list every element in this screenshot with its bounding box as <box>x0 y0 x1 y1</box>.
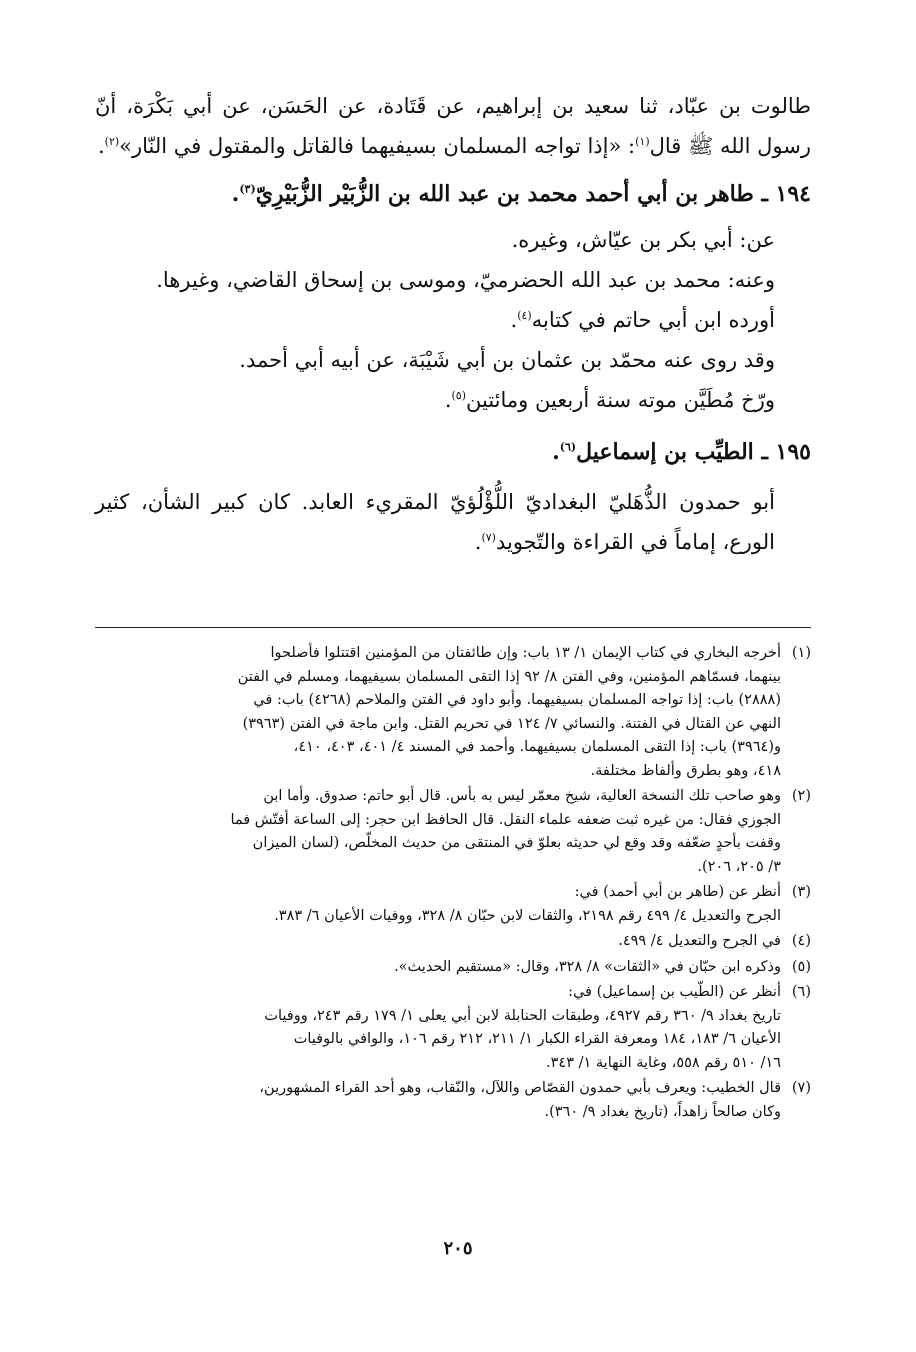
entry-194-death-end: . <box>444 388 452 412</box>
footnote-line: و(٣٩٦٤) باب: إذا التقى المسلمان بسيفيهما. وأحمد في المسند ٤/ ٤٠١، ٤٠٣، ٤١٠، <box>293 739 781 755</box>
footnote-line: الأعيان ٦/ ١٨٣، ١٨٤ ومعرفة القراء الكبار ١/ ٢١١، ٢١٢ رقم ١٠٦، والوافي بالوفيات <box>293 1031 781 1047</box>
footnote-number: (٣) <box>791 884 811 900</box>
footnote-ref-3: (٣) <box>239 182 256 196</box>
footnote-1 <box>92 642 811 783</box>
footnote-ref-4: (٤) <box>517 309 532 322</box>
footnote-number: (١) <box>791 645 811 661</box>
entry-194-narration: وقد روى عنه محمّد بن عثمان بن أبي شَيْبَة، عن أبيه أبي أحمد. <box>239 348 775 372</box>
footnote-line: في الجرح والتعديل ٤/ ٤٩٩. <box>618 933 781 949</box>
hadith-line-2 <box>98 134 811 158</box>
footnote-number: (٦) <box>791 984 811 1000</box>
entry-194-title-text: ١٩٤ ـ طاهر بن أبي أحمد محمد بن عبد الله بن الزُّبَيْر الزُّبَيْرِيّ <box>255 181 811 207</box>
hadith-line-2-a: رسول الله ﷺ قال <box>649 134 811 158</box>
footnote-line: أنظر عن (طاهر بن أبي أحمد) في: <box>574 884 781 900</box>
hadith-line-2-end: . <box>97 134 105 158</box>
footnote-4 <box>92 930 811 954</box>
entry-195-title-end: . <box>552 439 560 465</box>
footnote-line: وكان صالحاً زاهداً، (تاريخ بغداد ٩/ ٣٦٠). <box>544 1103 781 1120</box>
entry-195-description <box>95 482 811 562</box>
entry-194-students: وعنه: محمد بن عبد الله الحضرميّ، وموسى بن إسحاق القاضي، وغيرها. <box>156 268 775 292</box>
entry-194-title <box>95 174 811 214</box>
footnote-line: بينهما، فسمّاهم المؤمنين، وفي الفتن ٨/ ٩٢ إذا التقى المسلمان بسيفيهما، ومسلم في الفتن <box>237 668 781 685</box>
footnote-line: تاريخ بغداد ٩/ ٣٦٠ رقم ٤٩٢٧، وطبقات الحنابلة لابن أبي يعلى ١/ ١٧٩ رقم ٢٤٣، ووفيات <box>264 1007 781 1024</box>
footnote-line: الجرح والتعديل ٤/ ٤٩٩ رقم ٢١٩٨، والثقات لابن حبّان ٨/ ٣٢٨، ووفيات الأعيان ٦/ ٣٨٣. <box>274 907 781 924</box>
page-number: ٢٠٥ <box>443 1238 473 1259</box>
footnote-line: أنظر عن (الطّيب بن إسماعيل) في: <box>568 984 781 1000</box>
paragraph-hadith <box>95 86 811 166</box>
entry-194-death-text: ورّخ مُطَيَّن موته سنة أربعين ومائتين <box>466 388 775 412</box>
footnote-ref-5: (٥) <box>451 389 467 402</box>
footnote-ref-1: (١) <box>635 135 650 148</box>
footnote-text <box>92 881 781 928</box>
entry-195-description-text: أبو حمدون الذُّهَليّ البغداديّ اللُّؤْلُؤيّ المقريء العابد. كان كبير الشأن، كثير الورع، إماماً في القراءة والتّجويد <box>95 490 775 554</box>
footnote-number: (٧) <box>791 1080 811 1096</box>
footnote-text <box>92 956 781 980</box>
main-text <box>95 86 811 562</box>
footnote-6 <box>92 981 811 1075</box>
footnote-5 <box>92 956 811 980</box>
footnote-number: (٢) <box>791 788 811 804</box>
footnote-line: (٢٨٨٨) باب: إذا تواجه المسلمان بسيفيهما. وأبو داود في الفتن والملاحم (٤٢٦٨) باب: في <box>253 692 781 708</box>
footnote-line: الجوزي فقال: من غيره ثبت ضعفه علماء النقل. قال الحافظ ابن حجر: إلى الساعة أفتّش فما <box>230 811 781 828</box>
entry-194-mention-text: أورده ابن أبي حاتم في كتابه <box>531 308 775 332</box>
entry-194-mention <box>95 300 811 340</box>
footnote-line: ١٦/ ٥١٠ رقم ٥٥٨، وغاية النهاية ١/ ٣٤٣. <box>546 1054 781 1071</box>
entry-194-death <box>95 380 811 420</box>
entry-194-teachers: عن: أبي بكر بن عيّاش، وغيره. <box>511 228 775 252</box>
footnote-number: (٥) <box>791 958 811 975</box>
footnote-line: قال الخطيب: ويعرف بأبي حمدون القصّاص واللآل، والنّقاب، وهو أحد القراء المشهورين، <box>259 1080 781 1096</box>
footnote-text <box>92 642 781 783</box>
footnote-number: (٤) <box>791 933 811 949</box>
footnotes <box>92 642 811 1126</box>
entry-195-title-text: ١٩٥ ـ الطيِّب بن إسماعيل <box>576 439 811 465</box>
footnote-2 <box>92 785 811 879</box>
entry-195-description-end: . <box>474 530 482 554</box>
footnote-7 <box>92 1077 811 1124</box>
footnote-ref-6: (٦) <box>559 440 577 454</box>
footnote-text <box>92 981 781 1075</box>
footnote-line: وذكره ابن حبّان في «الثقات» ٨/ ٣٢٨، وقال: «مستقيم الحديث». <box>394 958 781 975</box>
footnote-ref-2: (٢) <box>104 135 120 148</box>
footnote-line: النهي عن القتال في الفتنة. والنسائي ٧/ ١٢٤ في تحريم القتل. وابن ماجة في الفتن (٣٩٦٣) <box>242 715 781 732</box>
footnote-line: وهو صاحب تلك النسخة العالية، شيخ معمّر ليس به بأس. قال أبو حاتم: صدوق. وأما ابن <box>263 788 781 804</box>
hadith-line-2-b: : «إذا تواجه المسلمان بسيفيهما فالقاتل والمقتول في النّار» <box>119 134 636 158</box>
footnote-text <box>92 930 781 954</box>
footnote-text <box>92 785 781 879</box>
entry-195-title <box>95 432 811 472</box>
footnote-3 <box>92 881 811 928</box>
footnote-separator <box>95 627 811 628</box>
footnote-ref-7: (٧) <box>481 531 496 544</box>
hadith-line-1: طالوت بن عبّاد، ثنا سعيد بن إبراهيم، عن قَتَادة، عن الحَسَن، عن أبي بَكْرَة، أنّ <box>95 94 811 118</box>
entry-194-mention-end: . <box>510 308 518 332</box>
footnote-line: ٤١٨، وهو بطرق وألفاظ مختلفة. <box>590 762 781 779</box>
footnote-line: وقفت بأحدٍ ضعّفه وقد وقع لي حديثه بعلوّ في المنتقى من حديث المخلّص، (لسان الميزان <box>252 835 781 851</box>
footnote-line: ٣/ ٢٠٥، ٢٠٦). <box>697 858 781 875</box>
footnote-line: أخرجه البخاري في كتاب الإيمان ١/ ١٣ باب: وإن طائفتان من المؤمنين اقتتلوا فأصلحوا <box>270 645 781 661</box>
footnote-text <box>92 1077 781 1124</box>
entry-194-title-end: . <box>231 181 240 207</box>
